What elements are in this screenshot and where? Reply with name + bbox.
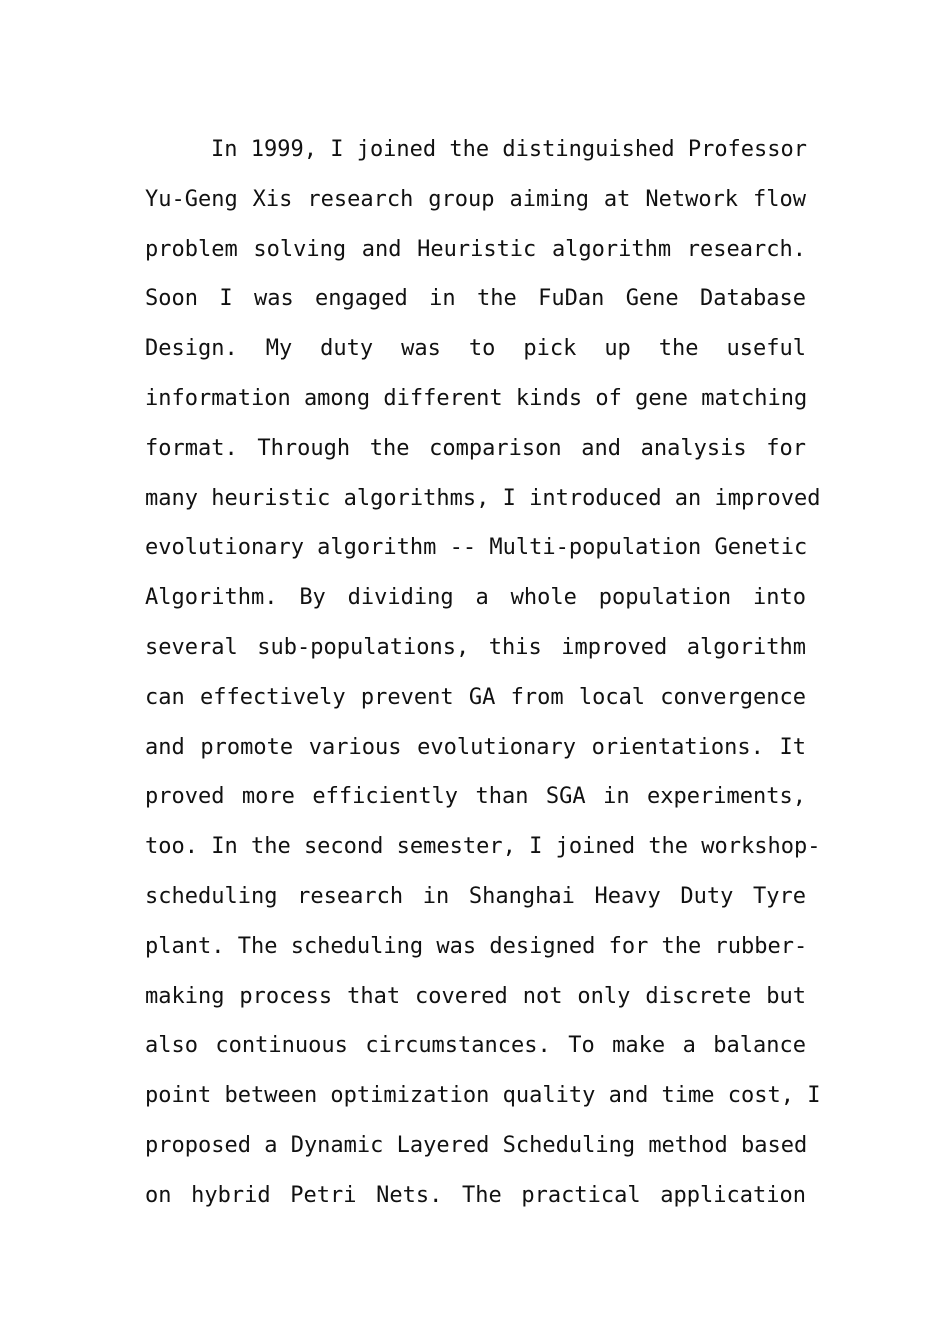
paragraph-line: point between optimization quality and time cost, I (145, 1083, 821, 1109)
paragraph-line: plant. The scheduling was designed for the rubber- (145, 933, 808, 959)
paragraph-line: on hybrid Petri Nets. The practical application (145, 1182, 806, 1208)
body-paragraph (145, 125, 821, 1221)
paragraph-line: and promote various evolutionary orientations. It (145, 734, 806, 760)
paragraph-line: Design. My duty was to pick up the useful (145, 336, 806, 362)
paragraph-line: Yu-Geng Xis research group aiming at Network flow (145, 186, 806, 212)
paragraph-line: many heuristic algorithms, I introduced an improved (145, 485, 821, 511)
paragraph-line: proposed a Dynamic Layered Scheduling method based (145, 1132, 808, 1158)
paragraph-line: In 1999, I joined the distinguished Professor (211, 137, 808, 162)
paragraph-line: scheduling research in Shanghai Heavy Duty Tyre (145, 883, 806, 909)
paragraph-line: proved more efficiently than SGA in experiments, (145, 784, 806, 810)
paragraph-line: too. In the second semester, I joined the workshop- (145, 834, 821, 860)
paragraph-line: making process that covered not only discrete but (145, 983, 806, 1009)
paragraph-line: problem solving and Heuristic algorithm research. (145, 236, 806, 262)
paragraph-line: can effectively prevent GA from local convergence (145, 684, 806, 710)
paragraph-line: Soon I was engaged in the FuDan Gene Database (145, 286, 806, 312)
paragraph-line: several sub-populations, this improved algorithm (145, 634, 806, 660)
paragraph-line: also continuous circumstances. To make a balance (145, 1033, 806, 1059)
paragraph-line: information among different kinds of gene matching (145, 385, 808, 411)
paragraph-line: evolutionary algorithm -- Multi-population Genetic (145, 535, 808, 561)
paragraph-line: format. Through the comparison and analysis for (145, 435, 806, 461)
paragraph-line: Algorithm. By dividing a whole population into (145, 585, 806, 611)
